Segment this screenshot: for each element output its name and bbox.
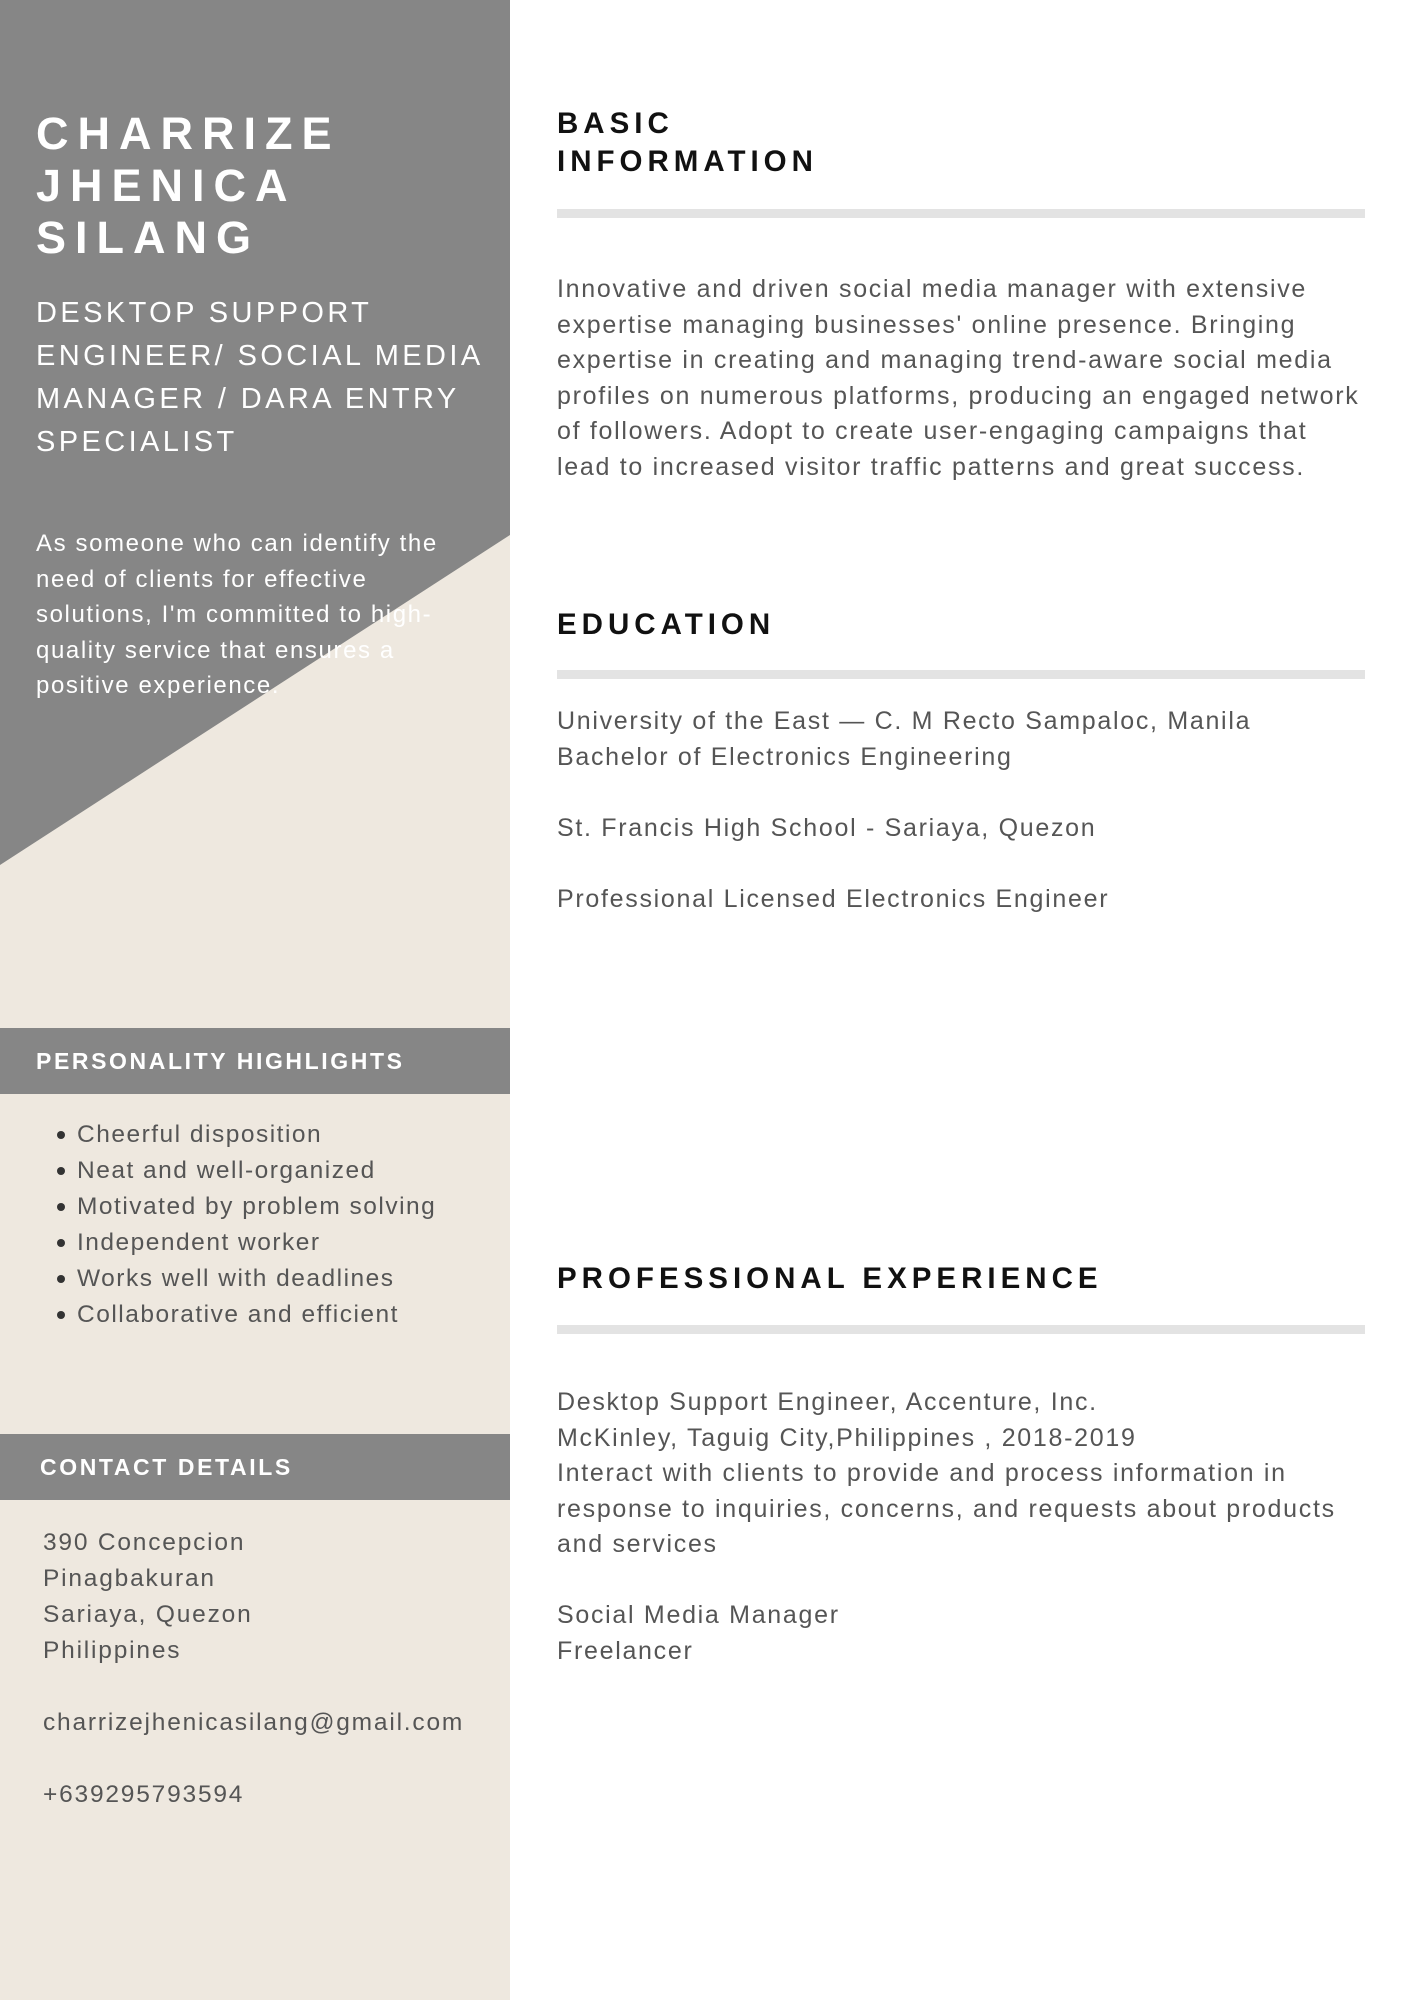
list-item: Collaborative and efficient	[40, 1297, 500, 1333]
basic-information-text: Innovative and driven social media manager with extensive expertise managing businesses' online presence. Bringing expertise in creating and managing trend-aware social media profiles on numerous platforms, producing an engaged network of followers. Adopt to create user-engaging campaigns that lead to increased visitor traffic patterns and great success.	[557, 275, 1360, 481]
job-location-dates: McKinley, Taguig City,Philippines , 2018-2019	[557, 1423, 1137, 1452]
job-title: DESKTOP SUPPORT ENGINEER/ SOCIAL MEDIA MANAGER / DARA ENTRY SPECIALIST	[36, 297, 482, 458]
contact-phone[interactable]: +639295793594	[43, 1781, 245, 1808]
basic-information-heading: BASIC INFORMATION	[557, 107, 818, 178]
section-divider	[557, 1325, 1365, 1334]
education-section	[557, 704, 1367, 917]
profile-summary: As someone who can identify the need of clients for effective solutions, I'm committed to high-quality service that ensures a positive experience.	[36, 530, 438, 699]
sidebar	[0, 0, 510, 2000]
contact-address: 390 Concepcion Pinagbakuran Sariaya, Quezon Philippines	[43, 1529, 253, 1664]
section-divider	[557, 670, 1365, 679]
job-description: Interact with clients to provide and process information in response to inquiries, concerns, and requests about products and services	[557, 1459, 1336, 1558]
job-location-dates: Freelancer	[557, 1636, 694, 1665]
education-degree: Bachelor of Electronics Engineering	[557, 742, 1013, 771]
professional-experience-heading: PROFESSIONAL EXPERIENCE	[557, 1262, 1103, 1295]
education-school: University of the East — C. M Recto Sampaloc, Manila	[557, 707, 1252, 735]
education-school: St. Francis High School - Sariaya, Quezon	[557, 813, 1097, 842]
job-title-company: Social Media Manager	[557, 1601, 840, 1629]
job-title-company: Desktop Support Engineer, Accenture, Inc.	[557, 1388, 1098, 1416]
full-name: CHARRIZE JHENICA SILANG	[36, 108, 341, 263]
personality-highlights-heading: PERSONALITY HIGHLIGHTS	[0, 1028, 510, 1094]
education-license: Professional Licensed Electronics Engineer	[557, 884, 1110, 913]
list-item: Independent worker	[40, 1225, 500, 1261]
basic-information-section	[557, 272, 1367, 485]
list-item: Cheerful disposition	[40, 1117, 500, 1153]
experience-section	[557, 1385, 1367, 1669]
personality-list	[40, 1117, 500, 1333]
contact-email[interactable]: charrizejhenicasilang@gmail.com	[43, 1709, 465, 1736]
list-item: Works well with deadlines	[40, 1261, 500, 1297]
contact-details-heading: CONTACT DETAILS	[0, 1434, 510, 1500]
contact-details	[43, 1525, 483, 1849]
section-divider	[557, 209, 1365, 218]
education-heading: EDUCATION	[557, 608, 776, 641]
list-item: Neat and well-organized	[40, 1153, 500, 1189]
list-item: Motivated by problem solving	[40, 1189, 500, 1225]
